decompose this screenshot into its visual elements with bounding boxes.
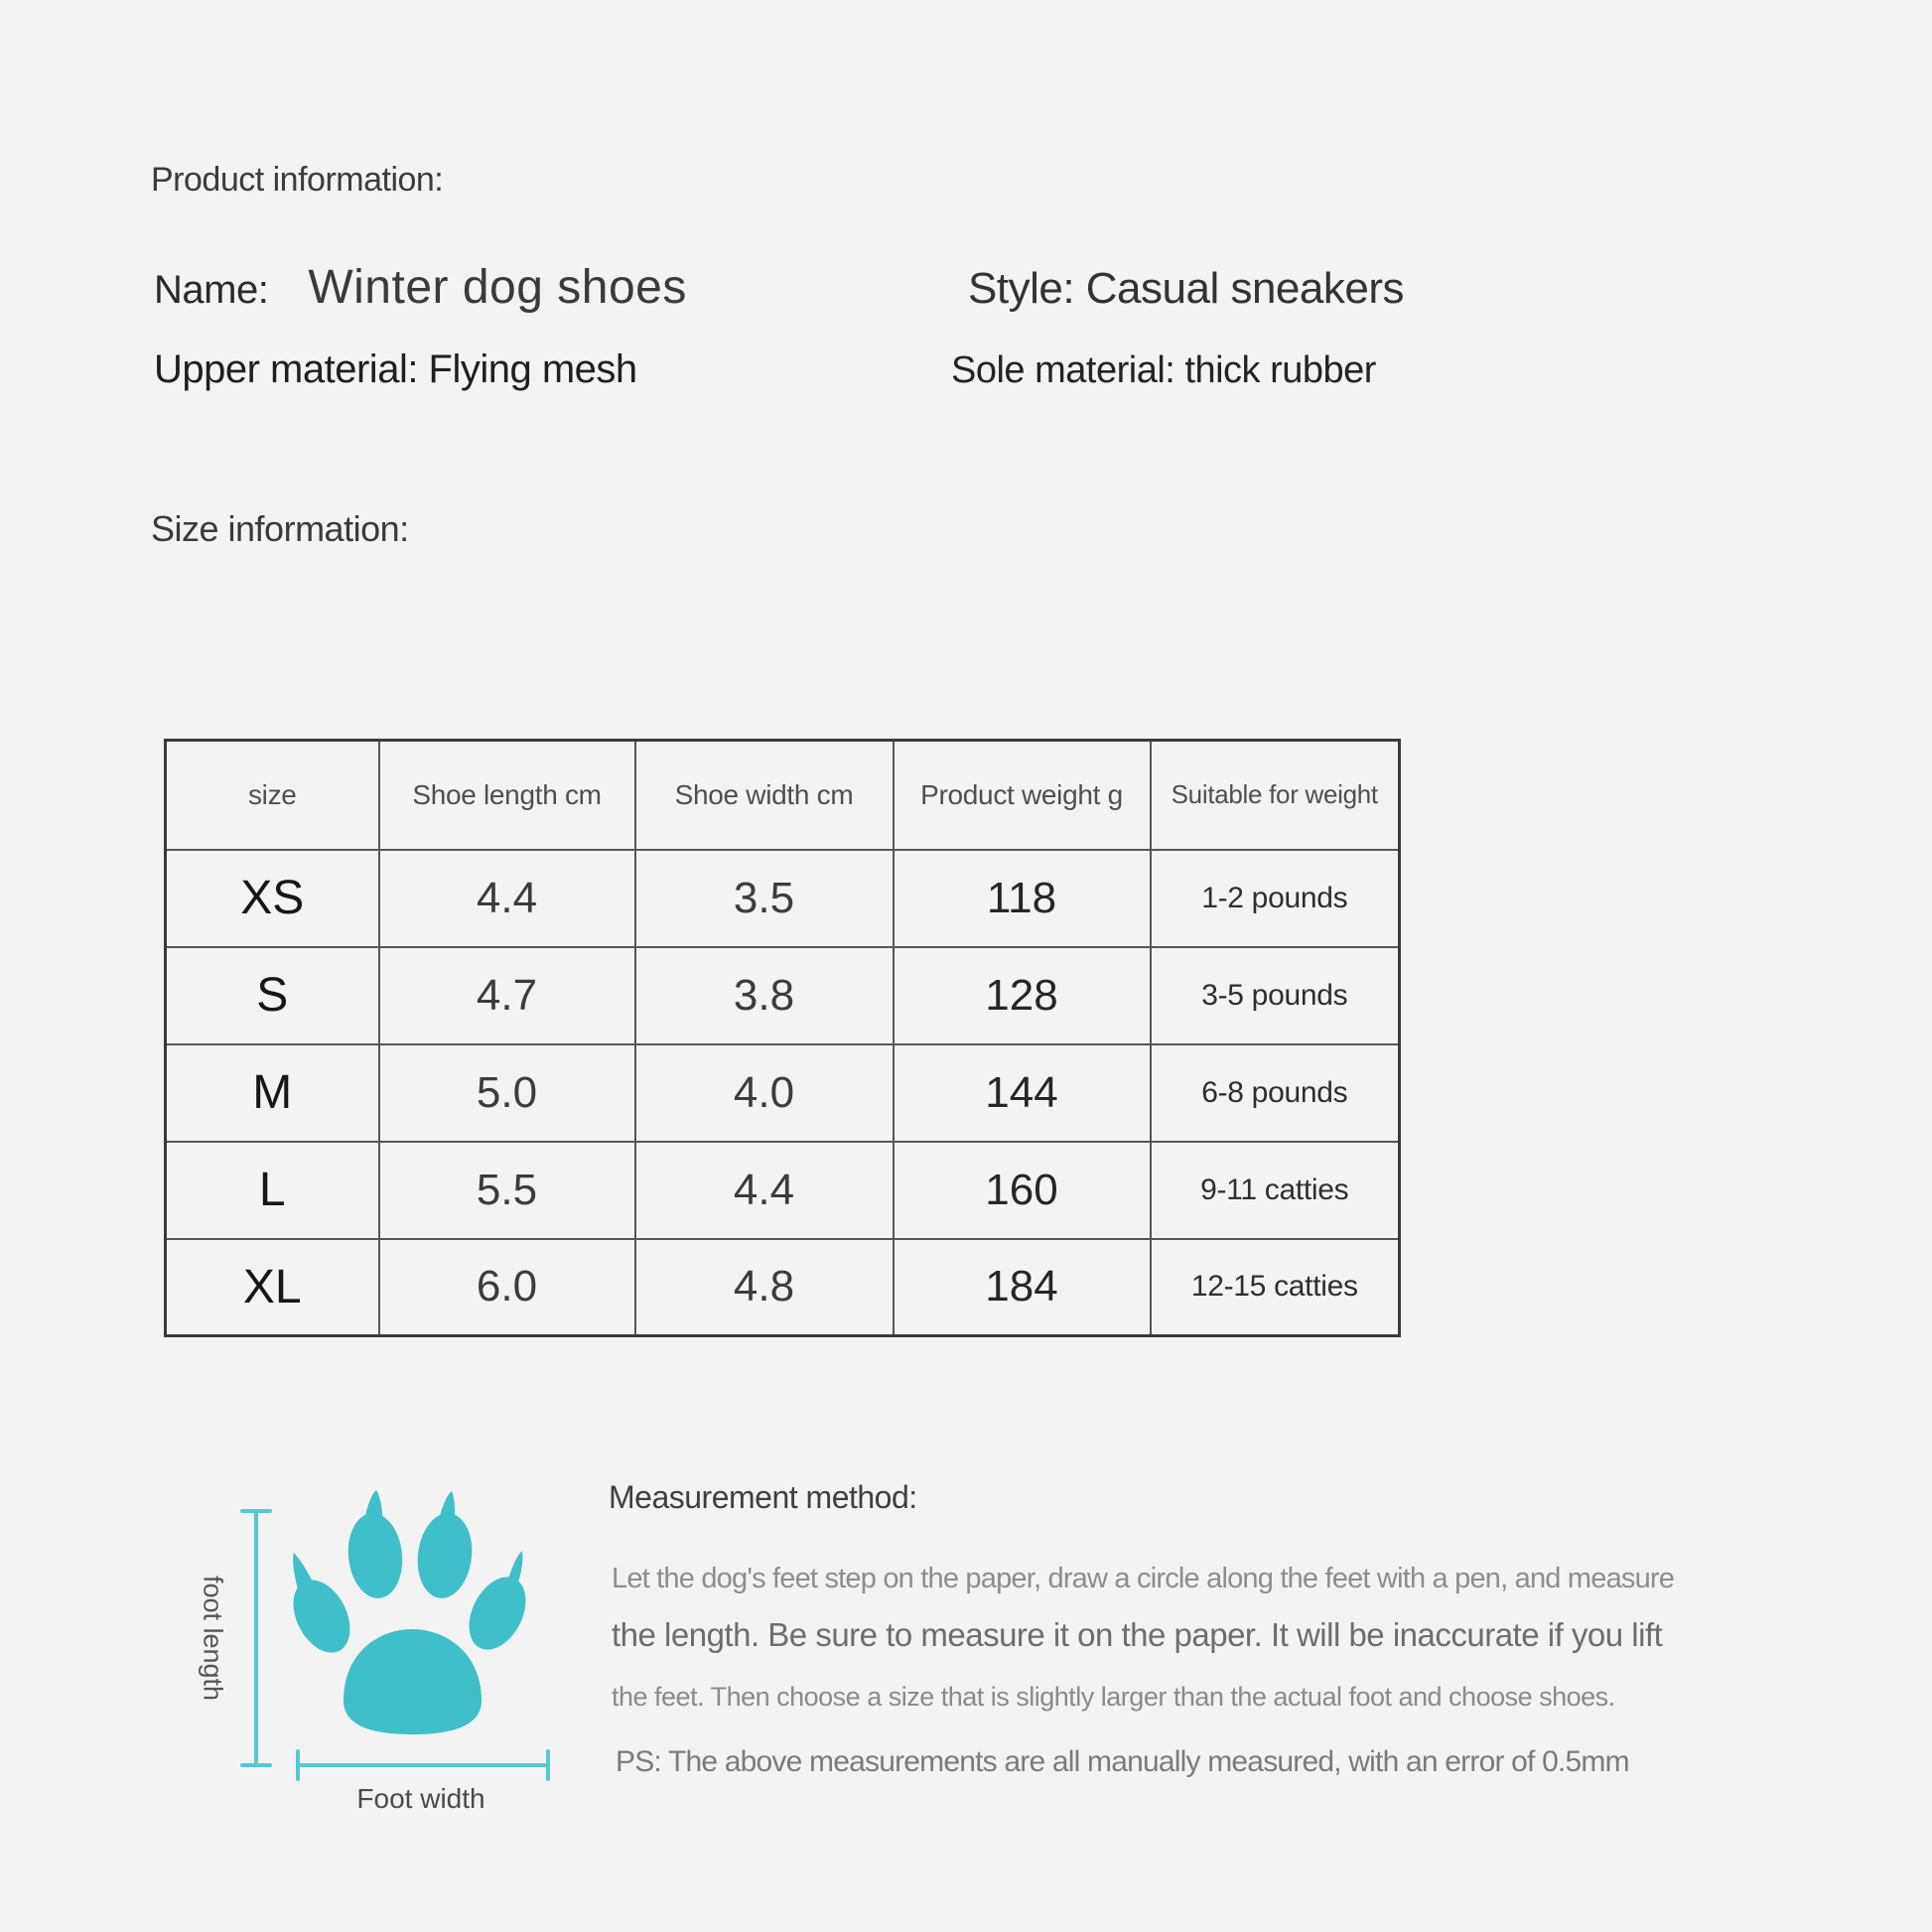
cell-shoe-width: 3.8 <box>635 947 894 1044</box>
cell-suitable: 3-5 pounds <box>1151 947 1400 1044</box>
cell-weight: 128 <box>894 947 1151 1044</box>
cell-shoe-length: 5.0 <box>379 1044 635 1142</box>
cell-suitable: 6-8 pounds <box>1151 1044 1400 1142</box>
cell-size: XL <box>166 1239 379 1336</box>
cell-shoe-width: 4.4 <box>635 1142 894 1239</box>
upper-material-line: Upper material: Flying mesh <box>154 347 637 391</box>
col-header-size: size <box>166 741 379 850</box>
instruction-line: Let the dog's feet step on the paper, draw a circle along the feet with a pen, and measure <box>612 1563 1675 1594</box>
foot-length-label: foot length <box>198 1575 228 1702</box>
col-header-suitable-weight: Suitable for weight <box>1151 741 1400 850</box>
cell-weight: 118 <box>894 850 1151 947</box>
cell-shoe-length: 6.0 <box>379 1239 635 1336</box>
cell-size: S <box>166 947 379 1044</box>
table-row <box>166 947 1400 1044</box>
foot-length-line <box>242 1511 270 1765</box>
table-row <box>166 1142 1400 1239</box>
col-header-shoe-width: Shoe width cm <box>635 741 894 850</box>
cell-shoe-width: 3.5 <box>635 850 894 947</box>
table-header-row <box>166 741 1400 850</box>
paw-icon <box>282 1490 537 1734</box>
cell-size: L <box>166 1142 379 1239</box>
instruction-line: the length. Be sure to measure it on the paper. It will be inaccurate if you lift <box>612 1616 1663 1653</box>
paw-measure-figure <box>184 1484 601 1911</box>
size-table <box>164 739 1401 1337</box>
foot-width-label: Foot width <box>356 1783 485 1814</box>
table-row <box>166 1239 1400 1336</box>
foot-width-line <box>298 1751 548 1779</box>
sole-material-line: Sole material: thick rubber <box>951 349 1376 391</box>
product-info-title: Product information: <box>151 161 444 199</box>
cell-suitable: 9-11 catties <box>1151 1142 1400 1239</box>
size-info-title: Size information: <box>151 508 409 549</box>
ps-note: PS: The above measurements are all manually measured, with an error of 0.5mm <box>616 1745 1629 1778</box>
cell-suitable: 12-15 catties <box>1151 1239 1400 1336</box>
cell-size: M <box>166 1044 379 1142</box>
name-value: Winter dog shoes <box>308 261 687 314</box>
cell-weight: 160 <box>894 1142 1151 1239</box>
name-label: Name: <box>154 268 269 312</box>
col-header-product-weight: Product weight g <box>894 741 1151 850</box>
cell-shoe-length: 4.4 <box>379 850 635 947</box>
name-row <box>154 260 687 315</box>
cell-weight: 144 <box>894 1044 1151 1142</box>
col-header-shoe-length: Shoe length cm <box>379 741 635 850</box>
instruction-line: the feet. Then choose a size that is slightly larger than the actual foot and choose shoes. <box>612 1682 1615 1712</box>
table-row <box>166 1044 1400 1142</box>
measurement-method-title: Measurement method: <box>609 1479 917 1515</box>
cell-shoe-length: 4.7 <box>379 947 635 1044</box>
cell-weight: 184 <box>894 1239 1151 1336</box>
cell-shoe-width: 4.8 <box>635 1239 894 1336</box>
cell-suitable: 1-2 pounds <box>1151 850 1400 947</box>
style-line: Style: Casual sneakers <box>968 264 1404 313</box>
cell-shoe-width: 4.0 <box>635 1044 894 1142</box>
cell-shoe-length: 5.5 <box>379 1142 635 1239</box>
cell-size: XS <box>166 850 379 947</box>
table-row <box>166 850 1400 947</box>
